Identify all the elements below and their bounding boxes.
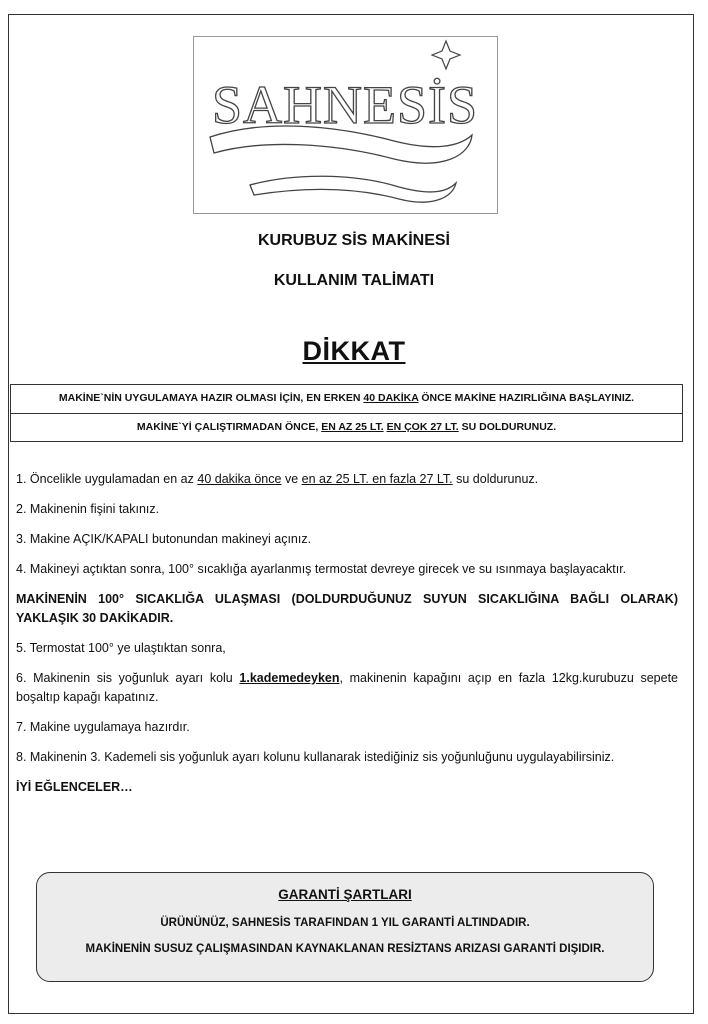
step-4: 4. Makineyi açtıktan sonra, 100° sıcaklığa ayarlanmış termostat devreye girecek ve su ısınmaya başlayacaktır. <box>16 562 627 576</box>
guarantee-line-1: ÜRÜNÜNÜZ, SAHNESİS TARAFINDAN 1 YIL GARANTİ ALTINDADIR. <box>160 917 530 929</box>
logo-swoosh-bottom <box>250 176 456 202</box>
closing-line: İYİ EĞLENCELER… <box>16 780 133 794</box>
warning-row-preparation: MAKİNE`NİN UYGULAMAYA HAZIR OLMASI İÇİN, EN ERKEN 40 DAKİKA ÖNCE MAKİNE HAZIRLIĞINA BAŞLAYINIZ. <box>58 392 635 404</box>
guarantee-line-2: MAKİNENİN SUSUZ ÇALIŞMASINDAN KAYNAKLANAN RESİZTANS ARIZASI GARANTİ DIŞIDIR. <box>85 943 605 955</box>
warning-box <box>10 384 683 442</box>
step-1: 1. Öncelikle uygulamadan en az 40 dakika önce ve en az 25 LT. en fazla 27 LT. su doldurunuz. <box>16 472 539 486</box>
step-6: 6. Makinenin sis yoğunluk ayarı kolu 1.kademedeyken, makinenin kapağını açıp en fazla 12kg.kurubuzu sepete boşaltıp kapağı kapatınız. <box>16 671 678 704</box>
attention-heading: DİKKAT <box>302 336 406 366</box>
guarantee-title: GARANTİ ŞARTLARI <box>278 887 412 902</box>
logo-wordmark: SAHNESİS <box>211 75 479 135</box>
step-3: 3. Makine AÇIK/KAPALI butonundan makineyi açınız. <box>16 532 312 546</box>
step-8: 8. Makinenin 3. Kademeli sis yoğunluk ayarı kolunu kullanarak istediğiniz sis yoğunluğunu uygulayabilirsiniz. <box>16 750 615 764</box>
heating-note: MAKİNENİN 100° SICAKLIĞA ULAŞMASI (DOLDURDUĞUNUZ SUYUN SICAKLIĞINA BAĞLI OLARAK) YAKLAŞIK 30 DAKİKADIR. <box>16 592 678 625</box>
step-7: 7. Makine uygulamaya hazırdır. <box>16 720 190 734</box>
step-5: 5. Termostat 100° ye ulaştıktan sonra, <box>16 641 226 655</box>
document-subtitle: KULLANIM TALİMATI <box>273 272 435 289</box>
instruction-steps <box>16 470 678 808</box>
logo-star-icon <box>432 41 460 69</box>
warning-row-water: MAKİNE`Yİ ÇALIŞTIRMADAN ÖNCE, EN AZ 25 LT. EN ÇOK 27 LT. SU DOLDURUNUZ. <box>11 413 682 442</box>
sahnesis-logo <box>193 36 498 214</box>
document-title: KURUBUZ SİS MAKİNESİ <box>257 232 450 249</box>
step-2: 2. Makinenin fişini takınız. <box>16 502 160 516</box>
guarantee-box <box>36 872 654 982</box>
